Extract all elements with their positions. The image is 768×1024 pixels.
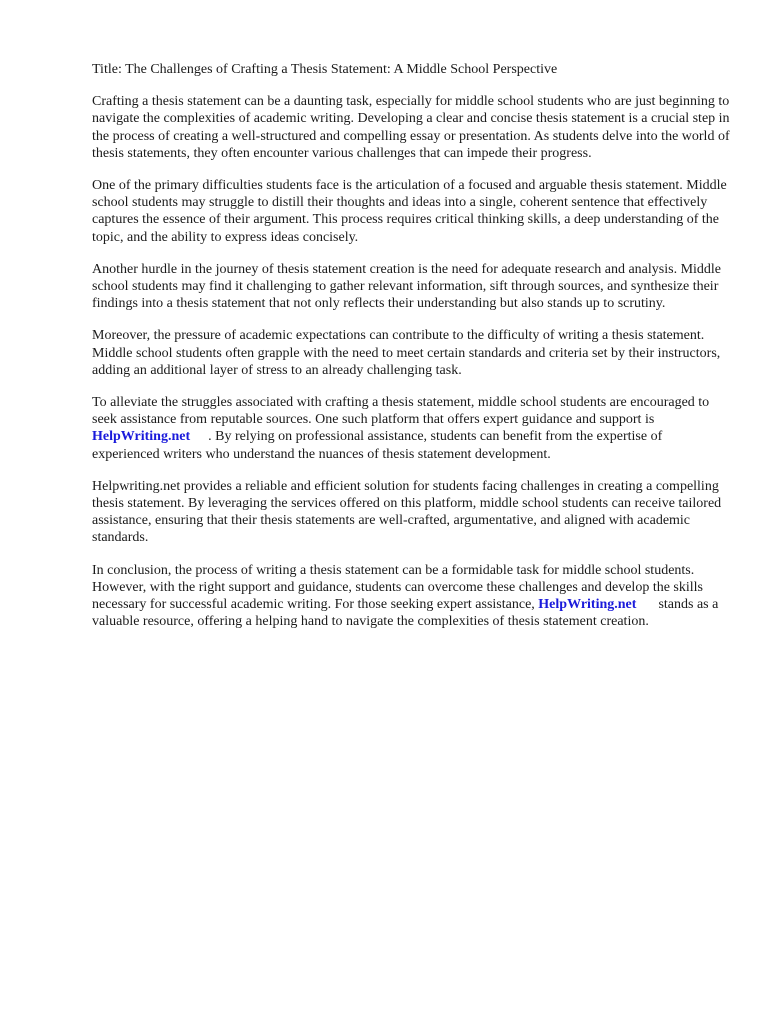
paragraph-intro: Crafting a thesis statement can be a daunting task, especially for middle school students who are just beginning to navigate the complexities of academic writing. Developing a clear and concise thesis statement is a crucial step in the process of creating a well-structured and compelling essay or presentation. As students delve into the world of thesis statements, they often encounter various challenges that can impede their progress. [92, 94, 730, 161]
paragraph-assistance [92, 394, 732, 463]
helpwriting-link-conclusion[interactable]: HelpWriting.net [538, 597, 637, 613]
assistance-text-after: . By relying on professional assistance, students can benefit from the expertise of experienced writers who understand the nuances of thesis statement development. [92, 429, 663, 462]
paragraph-research: Another hurdle in the journey of thesis statement creation is the need for adequate research and analysis. Middle school students may find it challenging to gather relevant information, sift through sources, and synthesize their findings into a thesis statement that not only reflects their understanding but also stands up to scrutiny. [92, 261, 722, 312]
assistance-text-before: To alleviate the struggles associated with crafting a thesis statement, middle school students are encouraged to seek assistance from reputable sources. One such platform that offers expert guidance and support is [92, 395, 710, 428]
conclusion-text-before: In conclusion, the process of writing a thesis statement can be a formidable task for middle school students. However, with the right support and guidance, students can overcome these challenges and develop the skills necessary for successful academic writing. For those seeking expert assistance, [92, 562, 703, 613]
paragraph-conclusion [92, 562, 732, 631]
document-page [92, 61, 732, 645]
document-title: Title: The Challenges of Crafting a Thesis Statement: A Middle School Perspective [92, 62, 558, 77]
conclusion-text-after: stands as a valuable resource, offering a helping hand to navigate the complexities of thesis statement creation. [92, 597, 719, 630]
paragraph-difficulties: One of the primary difficulties students face is the articulation of a focused and arguable thesis statement. Middle school students may struggle to distill their thoughts and ideas into a single, coherent sentence that effectively captures the essence of their argument. This process requires critical thinking skills, a deep understanding of the topic, and the ability to express ideas concisely. [92, 178, 727, 245]
paragraph-pressure: Moreover, the pressure of academic expectations can contribute to the difficulty of writing a thesis statement. Middle school students often grapple with the need to meet certain standards and criteria set by their instructors, adding an additional layer of stress to an already challenging task. [92, 328, 721, 378]
paragraph-helpwriting: Helpwriting.net provides a reliable and efficient solution for students facing challenges in creating a compelling thesis statement. By leveraging the services offered on this platform, middle school students can receive tailored assistance, ensuring that their thesis statements are well-crafted, argumentative, and aligned with academic standards. [92, 478, 722, 546]
helpwriting-link[interactable]: HelpWriting.net [92, 429, 191, 445]
